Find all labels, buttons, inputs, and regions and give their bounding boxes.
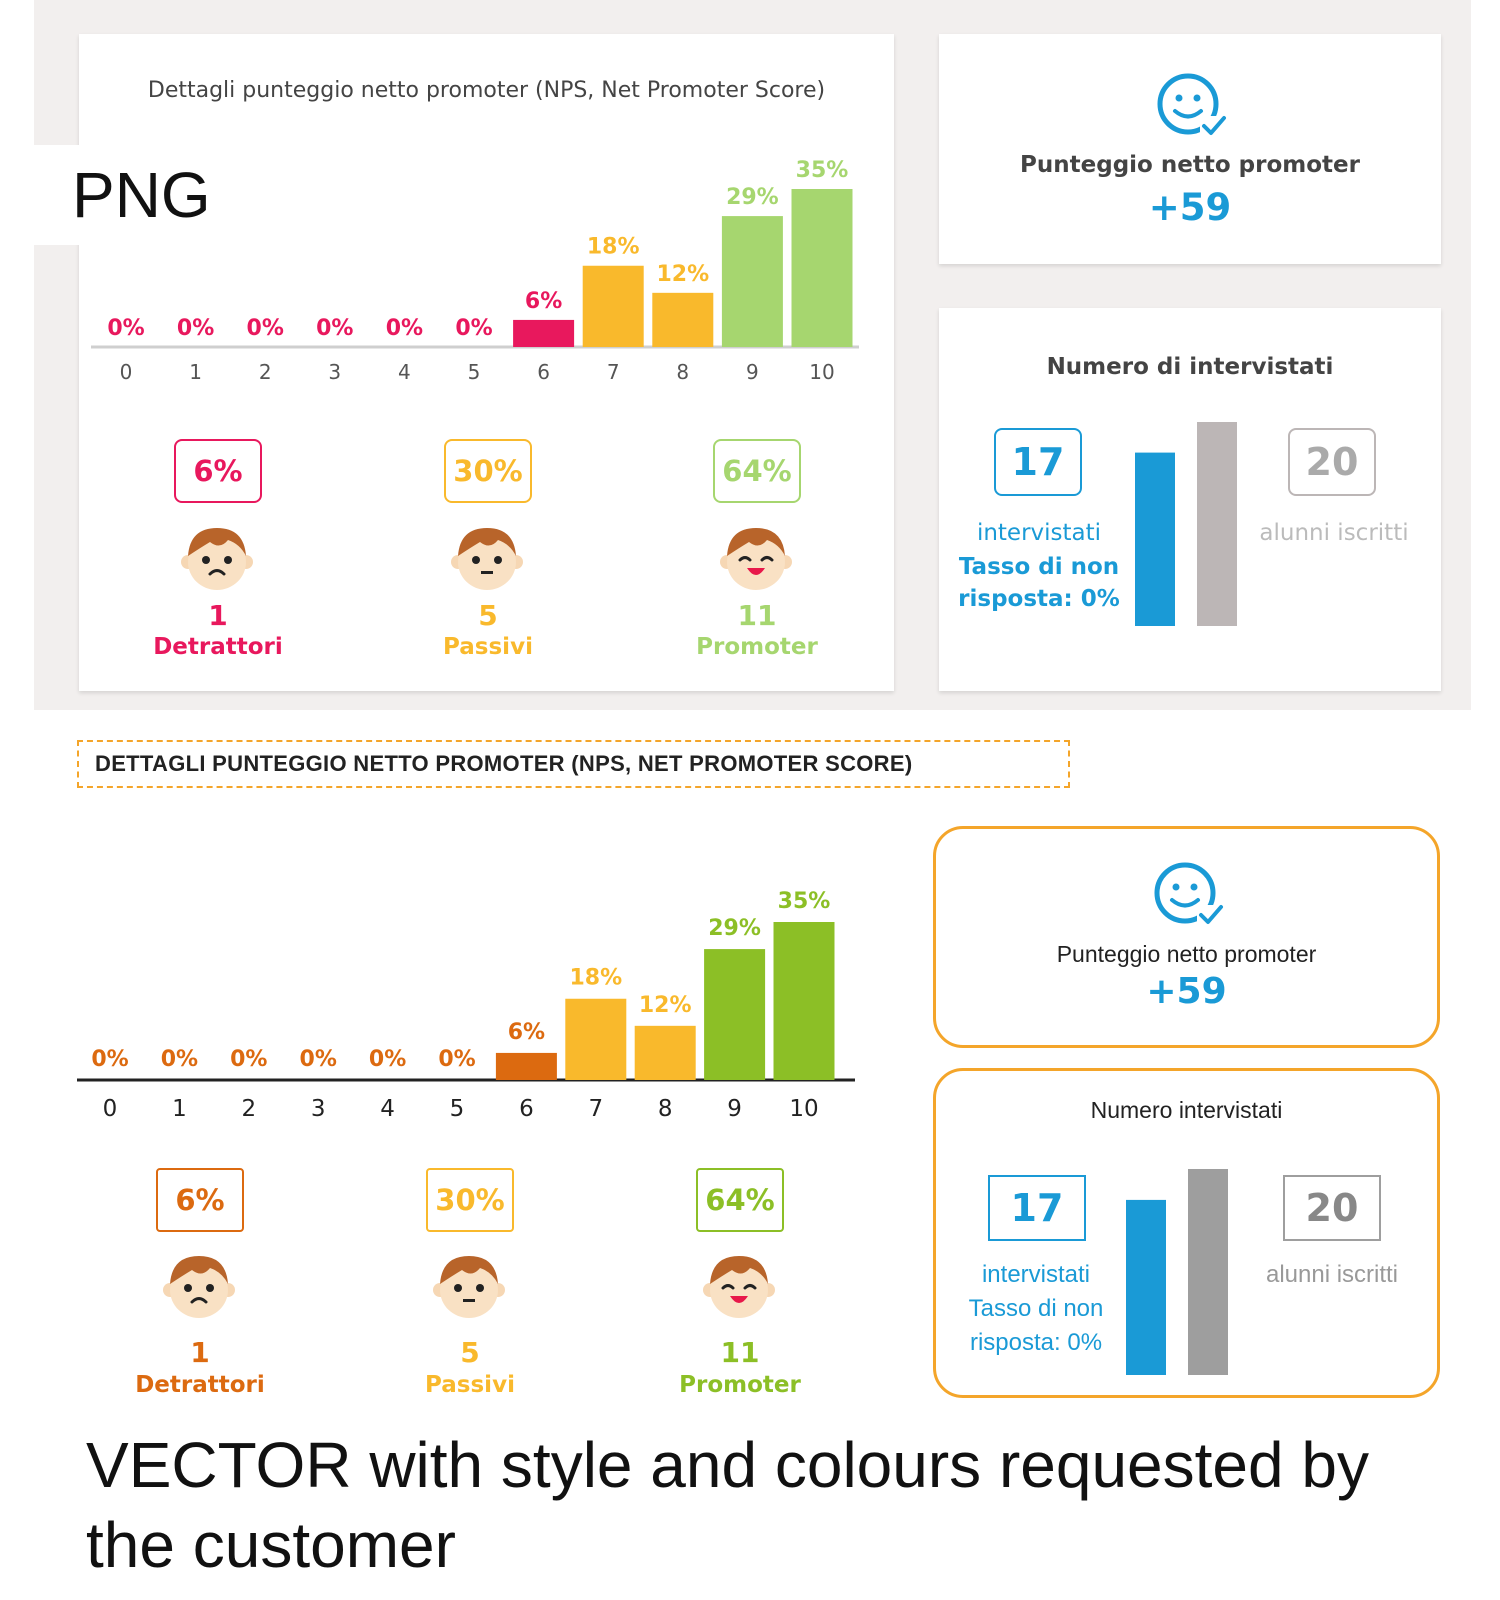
vector-chart-title: DETTAGLI PUNTEGGIO NETTO PROMOTER (NPS, NET PROMOTER SCORE)	[77, 740, 1070, 788]
bar-7	[583, 266, 644, 347]
png-enrolled-label: alunni iscritti	[1259, 520, 1409, 546]
smiley-check-icon	[1151, 859, 1227, 931]
enrolled-bar	[1197, 422, 1237, 626]
group-percent-box: 6%	[174, 439, 262, 503]
png-enrolled-box: 20	[1288, 428, 1376, 496]
tick-label-2: 2	[258, 360, 272, 384]
png-nps-details-card	[79, 34, 894, 691]
group-count: 1	[208, 599, 228, 632]
vector-nonresponse-line1: Tasso di non	[968, 1295, 1104, 1322]
data-label-6: 6%	[507, 1019, 546, 1045]
sad-face-icon	[180, 522, 260, 594]
vector-nps-value: +59	[1146, 971, 1227, 1012]
data-label-7: 18%	[586, 234, 640, 260]
tick-label-4: 4	[398, 360, 411, 384]
bar-8	[652, 293, 713, 347]
bar-6	[496, 1053, 557, 1080]
data-label-0: 0%	[91, 1047, 129, 1072]
tick-label-4: 4	[380, 1096, 395, 1122]
group-percent-box: 6%	[156, 1168, 244, 1232]
data-label-0: 0%	[107, 316, 145, 341]
surveyed-bar	[1135, 453, 1175, 626]
png-respondents-title: Numero di intervistati	[1046, 354, 1334, 380]
data-label-5: 0%	[438, 1047, 476, 1072]
tick-label-9: 9	[727, 1096, 742, 1122]
tick-label-10: 10	[809, 360, 835, 384]
data-label-8: 12%	[638, 992, 692, 1018]
data-label-8: 12%	[656, 261, 710, 287]
group-count: 5	[460, 1336, 480, 1369]
data-label-1: 0%	[160, 1047, 199, 1072]
png-surveyed-box: 17	[994, 428, 1082, 496]
png-nonresponse-line2: risposta: 0%	[958, 586, 1120, 612]
data-label-4: 0%	[368, 1047, 407, 1072]
tick-label-1: 1	[189, 360, 202, 384]
data-label-5: 0%	[455, 316, 493, 341]
tick-label-0: 0	[119, 360, 133, 384]
data-label-1: 0%	[176, 316, 215, 341]
tick-label-5: 5	[449, 1096, 465, 1122]
tick-label-0: 0	[102, 1096, 118, 1122]
tick-label-6: 6	[519, 1096, 534, 1122]
group-percent-box: 30%	[444, 439, 532, 503]
group-name: Passivi	[443, 634, 533, 660]
group-name: Promoter	[679, 1372, 801, 1398]
png-respondents-bars	[1135, 418, 1255, 638]
data-label-2: 0%	[230, 1047, 268, 1072]
bar-9	[704, 949, 765, 1080]
caption: VECTOR with style and colours requested by the customer	[86, 1429, 1369, 1581]
tick-label-10: 10	[789, 1096, 819, 1122]
vector-surveyed-label: intervistati	[981, 1261, 1091, 1288]
data-label-3: 0%	[299, 1047, 337, 1072]
bar-10	[774, 922, 835, 1080]
group-count: 11	[737, 599, 777, 632]
vector-nonresponse-line2: risposta: 0%	[969, 1329, 1103, 1356]
group-name: Promoter	[696, 634, 818, 660]
bar-9	[722, 216, 783, 347]
data-label-9: 29%	[726, 185, 779, 211]
tick-label-1: 1	[172, 1096, 187, 1122]
vector-nps-label: Punteggio netto promoter	[1056, 941, 1317, 967]
vector-enrolled-box: 20	[1283, 1175, 1381, 1241]
vector-respondents-bars	[1126, 1165, 1246, 1381]
data-label-10: 35%	[795, 158, 849, 183]
tick-label-8: 8	[657, 1096, 673, 1122]
bar-8	[635, 1026, 696, 1080]
surveyed-bar	[1126, 1200, 1166, 1375]
sad-face-icon	[162, 1250, 242, 1322]
data-label-7: 18%	[569, 965, 623, 991]
tick-label-3: 3	[328, 360, 342, 384]
happy-face-icon	[719, 522, 799, 594]
tick-label-8: 8	[676, 360, 690, 384]
png-nonresponse-line1: Tasso di non	[958, 554, 1120, 580]
smiley-check-icon	[1154, 70, 1230, 142]
group-name: Detrattori	[153, 634, 283, 660]
png-nps-score-card	[939, 34, 1441, 264]
group-count: 1	[190, 1336, 210, 1369]
group-count: 5	[478, 599, 498, 632]
png-respondents-card	[939, 308, 1441, 691]
group-percent-box: 64%	[696, 1168, 784, 1232]
data-label-4: 0%	[385, 316, 424, 341]
tick-label-6: 6	[537, 360, 550, 384]
data-label-2: 0%	[246, 316, 284, 341]
png-label: PNG	[34, 145, 214, 245]
bar-7	[565, 999, 626, 1080]
group-count: 11	[720, 1336, 760, 1369]
tick-label-7: 7	[588, 1096, 604, 1122]
neutral-face-icon	[450, 522, 530, 594]
vector-nps-bar-chart	[0, 860, 880, 1130]
group-percent-box: 64%	[713, 439, 801, 503]
data-label-3: 0%	[316, 316, 354, 341]
vector-enrolled-label: alunni iscritti	[1265, 1261, 1399, 1288]
group-name: Detrattori	[135, 1372, 265, 1398]
neutral-face-icon	[432, 1250, 512, 1322]
happy-face-icon	[702, 1250, 782, 1322]
png-nps-label: Punteggio netto promoter	[1020, 152, 1360, 178]
group-name: Passivi	[425, 1372, 515, 1398]
tick-label-3: 3	[310, 1096, 326, 1122]
vector-nps-score-card	[933, 826, 1440, 1048]
vector-respondents-title: Numero intervistati	[1090, 1097, 1283, 1123]
data-label-6: 6%	[524, 288, 563, 314]
enrolled-bar	[1188, 1169, 1228, 1375]
tick-label-7: 7	[606, 360, 620, 384]
png-nps-value: +59	[1148, 186, 1232, 229]
tick-label-5: 5	[467, 360, 481, 384]
png-chart-title: Dettagli punteggio netto promoter (NPS, Net Promoter Score)	[147, 78, 826, 103]
tick-label-2: 2	[241, 1096, 257, 1122]
tick-label-9: 9	[746, 360, 759, 384]
png-surveyed-label: intervistati	[976, 520, 1102, 546]
group-percent-box: 30%	[426, 1168, 514, 1232]
bar-6	[513, 320, 574, 347]
vector-surveyed-box: 17	[988, 1175, 1086, 1241]
data-label-10: 35%	[777, 889, 831, 914]
bar-10	[792, 189, 853, 347]
data-label-9: 29%	[708, 916, 761, 942]
vector-respondents-card	[933, 1068, 1440, 1398]
